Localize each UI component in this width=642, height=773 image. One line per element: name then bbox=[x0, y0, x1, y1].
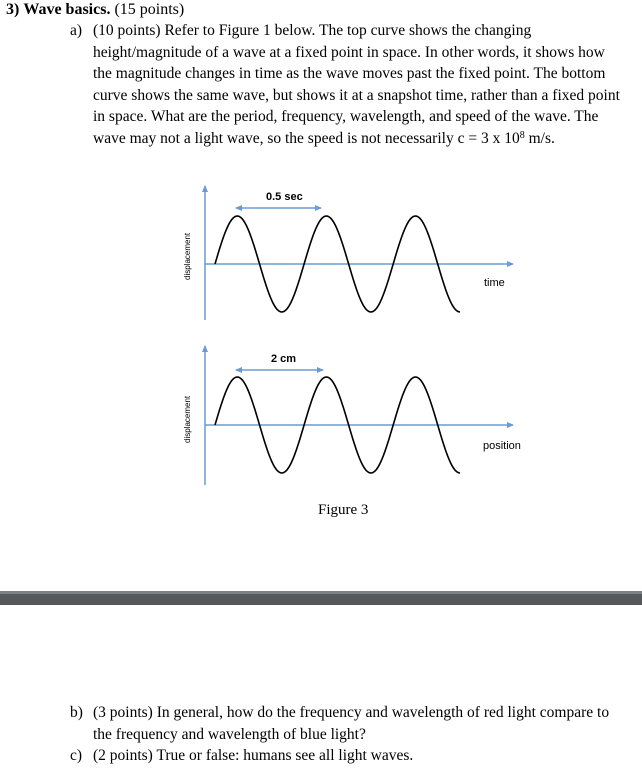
part-c-text: (2 points) True or false: humans see all light waves. bbox=[93, 747, 414, 764]
part-c-label: c) bbox=[70, 747, 83, 764]
top-y-axis-label: displacement bbox=[183, 232, 192, 280]
wave-figure bbox=[170, 180, 530, 490]
question-number: 3) bbox=[6, 1, 20, 18]
part-b-label: b) bbox=[70, 704, 83, 721]
top-interval-label: 0.5 sec bbox=[266, 191, 303, 203]
figure-caption: Figure 3 bbox=[318, 502, 369, 518]
page-divider-highlight bbox=[0, 591, 642, 594]
bottom-x-axis-label: position bbox=[483, 440, 521, 452]
question-heading bbox=[6, 0, 184, 20]
part-b-text: (3 points) In general, how do the frequency and wavelength of red light compare to the frequency and wavelength of blue light? bbox=[93, 704, 610, 743]
top-x-axis-label: time bbox=[484, 277, 505, 289]
bottom-y-axis-label: displacement bbox=[183, 395, 192, 443]
bottom-interval-label: 2 cm bbox=[271, 353, 297, 365]
part-a-text-main: (10 points) Refer to Figure 1 below. The top curve shows the changing height/magnitude of a wave at a fixed point in space. In other words, it shows how the magnitude changes in time as the wave moves past the fixed point. The bottom curve shows the same wave, but shows it at a snapshot time, rather than a fixed point in space. What are the period, frequency, wavelength, and speed of the wave. The wave may not a light wave, so the speed is not necessarily c = 3 x 10 bbox=[93, 22, 620, 147]
question-points: (15 points) bbox=[114, 1, 185, 18]
question-title: Wave basics. bbox=[23, 1, 111, 18]
part-a-exponent: 8 bbox=[519, 129, 525, 141]
part-a-text-end: m/s. bbox=[524, 129, 555, 147]
part-a-text bbox=[93, 20, 623, 149]
part-a-label: a) bbox=[70, 22, 83, 39]
